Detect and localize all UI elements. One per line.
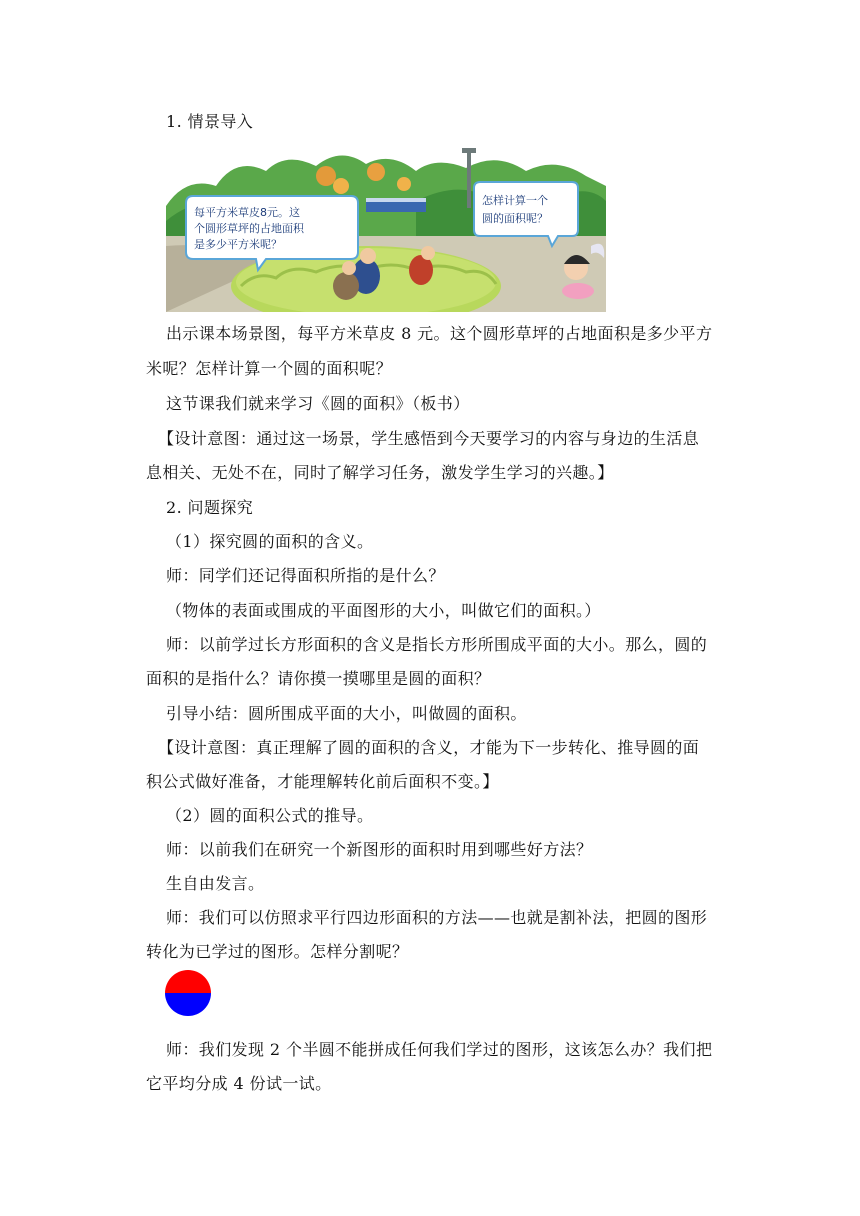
design-intent-1-line-2: 息相关、无处不在，同时了解学习任务，激发学生学习的兴趣。】 (146, 463, 614, 482)
paragraph-lesson-intro: 这节课我们就来学习《圆的面积》（板书） (166, 394, 470, 413)
bubble-left-line-1: 每平方米草皮8元。这 (194, 206, 300, 219)
bubble-right-line-1: 怎样计算一个 (482, 194, 548, 207)
summary-1: 引导小结：圆所围成平面的大小，叫做圆的面积。 (166, 704, 527, 723)
teacher-question-5-line-1: 师：我们发现 2 个半圆不能拼成任何我们学过的图形，这该怎么办？我们把 (166, 1040, 713, 1059)
teacher-question-5-line-2: 它平均分成 4 份试一试。 (146, 1074, 332, 1093)
teacher-question-2-line-1: 师：以前学过长方形面积的含义是指长方形所围成平面的大小。那么，圆的 (166, 635, 708, 654)
half-circles-figure (164, 969, 212, 1017)
paragraph-scene-line-1: 出示课本场景图，每平方米草皮 8 元。这个圆形草坪的占地面积是多少平方 (166, 324, 713, 343)
answer-3: 生自由发言。 (166, 874, 265, 893)
bubble-left-line-2: 个圆形草坪的占地面积 (194, 222, 304, 235)
teacher-question-4-line-1: 师：我们可以仿照求平行四边形面积的方法——也就是割补法，把圆的图形 (166, 908, 708, 927)
textbook-scene-illustration (166, 146, 606, 312)
red-semicircle (165, 970, 211, 993)
subsection-2-1: （1）探究圆的面积的含义。 (166, 532, 374, 551)
bubble-right-line-2: 圆的面积呢？ (482, 212, 548, 225)
teacher-question-3: 师：以前我们在研究一个新图形的面积时用到哪些好方法？ (166, 840, 593, 859)
subsection-2-2: （2）圆的面积公式的推导。 (166, 806, 374, 825)
design-intent-1-line-1: 【设计意图：通过这一场景，学生感悟到今天要学习的内容与身边的生活息 (158, 429, 700, 448)
answer-1: （物体的表面或围成的平面图形的大小，叫做它们的面积。） (166, 601, 601, 620)
blue-semicircle (165, 993, 211, 1016)
teacher-question-2-line-2: 面积的是指什么？请你摸一摸哪里是圆的面积？ (146, 669, 491, 688)
design-intent-2-line-1: 【设计意图：真正理解了圆的面积的含义，才能为下一步转化、推导圆的面 (158, 738, 700, 757)
teacher-question-4-line-2: 转化为已学过的图形。怎样分割呢？ (146, 942, 409, 961)
bubble-left-line-3: 是多少平方米呢？ (194, 238, 282, 251)
teacher-question-1: 师：同学们还记得面积所指的是什么？ (166, 566, 445, 585)
section-title-2: 2. 问题探究 (166, 498, 254, 517)
design-intent-2-line-2: 积公式做好准备，才能理解转化前后面积不变。】 (146, 772, 499, 791)
paragraph-scene-line-2: 米呢？怎样计算一个圆的面积呢？ (146, 359, 393, 378)
section-title-1: 1. 情景导入 (166, 112, 254, 131)
